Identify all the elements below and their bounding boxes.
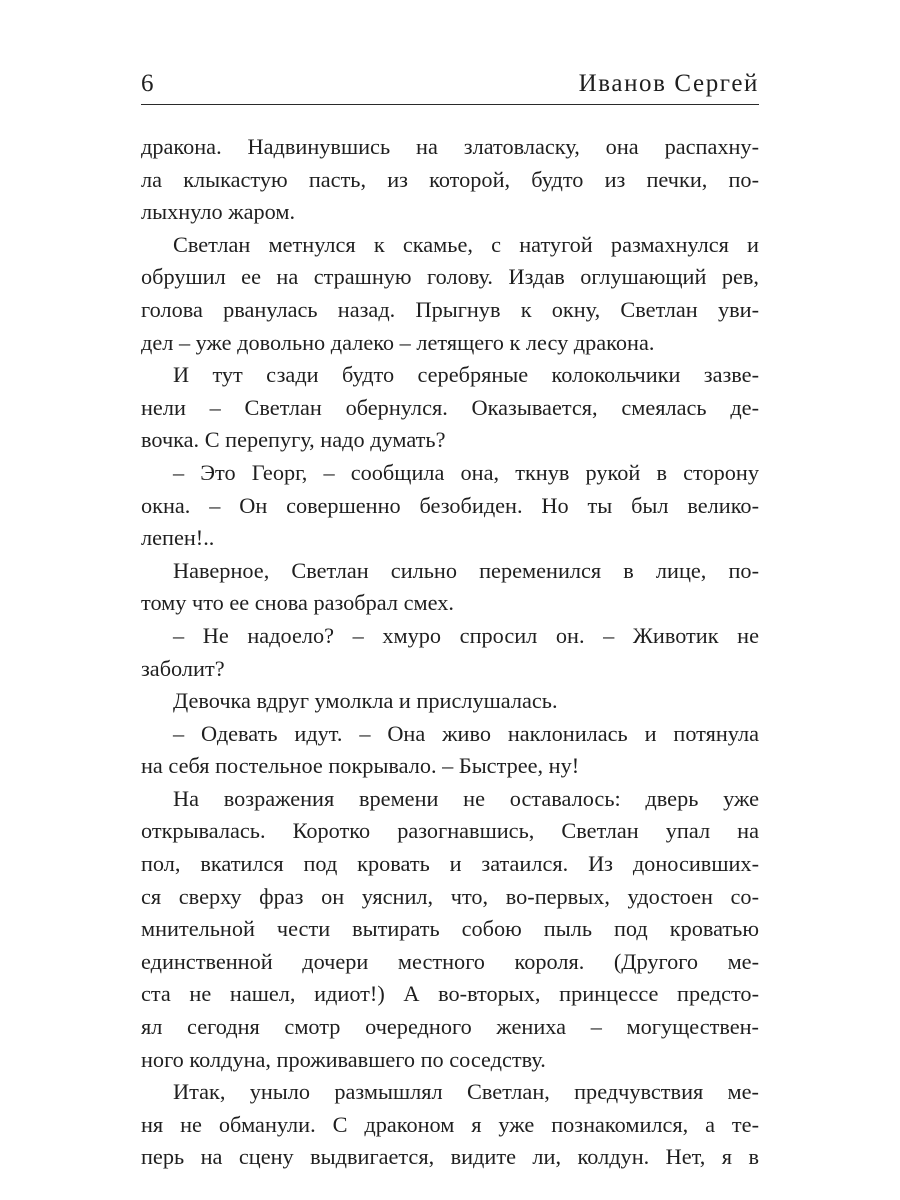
body-text	[141, 131, 759, 1174]
text-line: ста не нашел, идиот!) А во-вторых, принцессе предсто-	[141, 981, 759, 1007]
text-line: На возражения времени не оставалось: дверь уже	[173, 785, 759, 811]
text-line: ного колдуна, проживавшего по соседству.	[141, 1046, 546, 1072]
text-line: окна. – Он совершенно безобиден. Но ты был велико-	[141, 492, 759, 518]
running-head: Иванов Сергей	[578, 70, 759, 97]
page-header	[141, 68, 759, 104]
text-line: лепен!..	[141, 525, 215, 551]
text-line: перь на сцену выдвигается, видите ли, колдун. Нет, я в	[141, 1144, 759, 1170]
text-line: на себя постельное покрывало. – Быстрее, ну!	[141, 753, 580, 779]
text-line: единственной дочери местного короля. (Другого ме-	[141, 948, 759, 974]
text-line: нели – Светлан обернулся. Оказывается, смеялась де-	[141, 394, 759, 420]
text-line: – Одевать идут. – Она живо наклонилась и потянула	[173, 720, 759, 746]
text-line: Светлан метнулся к скамье, с натугой размахнулся и	[173, 231, 759, 257]
text-line: заболит?	[141, 655, 225, 681]
text-line: пол, вкатился под кровать и затаился. Из доносивших-	[141, 851, 759, 877]
text-line: ня не обманули. С драконом я уже познакомился, а те-	[141, 1111, 759, 1137]
text-line: тому что ее снова разобрал смех.	[141, 590, 454, 616]
text-line: дел – уже довольно далеко – летящего к лесу дракона.	[141, 329, 655, 355]
text-line: Итак, уныло размышлял Светлан, предчувствия ме-	[173, 1079, 759, 1105]
text-line: открывалась. Коротко разогнавшись, Светлан упал на	[141, 818, 759, 844]
text-line: – Не надоело? – хмуро спросил он. – Животик не	[173, 622, 759, 648]
text-line: Девочка вдруг умолкла и прислушалась.	[173, 688, 558, 714]
text-line: вочка. С перепугу, надо думать?	[141, 427, 446, 453]
header-rule	[141, 104, 759, 105]
text-line: ял сегодня смотр очередного жениха – могуществен-	[141, 1014, 759, 1040]
text-line: ся сверху фраз он уяснил, что, во-первых, удостоен со-	[141, 883, 759, 909]
text-line: ла клыкастую пасть, из которой, будто из печки, по-	[141, 166, 759, 192]
text-line: голова рванулась назад. Прыгнув к окну, Светлан уви-	[141, 296, 759, 322]
page-number: 6	[141, 70, 154, 97]
text-line: лыхнуло жаром.	[141, 199, 296, 225]
text-line: И тут сзади будто серебряные колокольчики зазве-	[173, 362, 759, 388]
text-line: мнительной чести вытирать собою пыль под кроватью	[141, 916, 759, 942]
text-line: – Это Георг, – сообщила она, ткнув рукой в сторону	[173, 459, 759, 485]
text-line: дракона. Надвинувшись на златовласку, она распахну-	[141, 134, 759, 159]
text-line: Наверное, Светлан сильно переменился в лице, по-	[173, 557, 759, 583]
text-line: обрушил ее на страшную голову. Издав оглушающий рев,	[141, 264, 759, 290]
